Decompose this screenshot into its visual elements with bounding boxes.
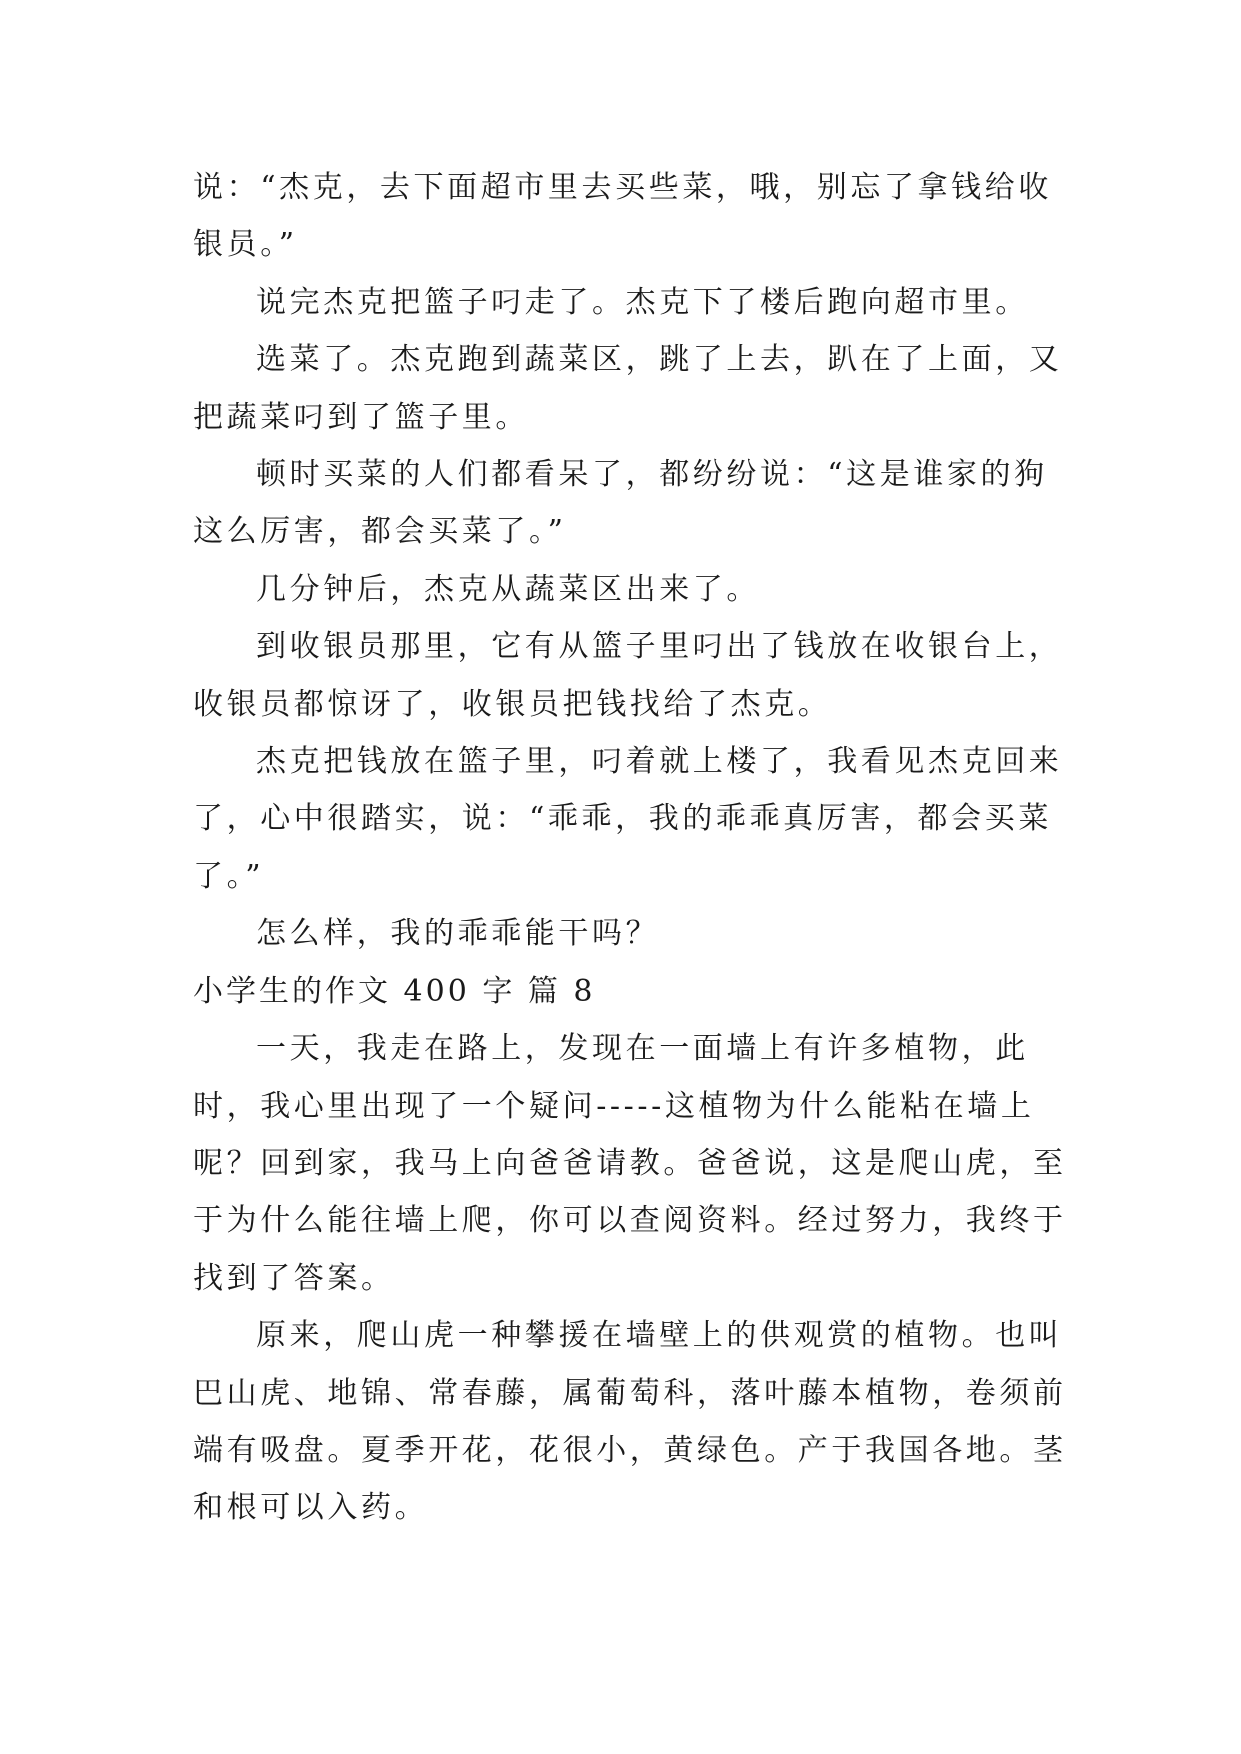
section-heading: 小学生的作文 400 字 篇 8 xyxy=(193,973,596,1009)
paragraph-7: 杰克把钱放在篮子里，叼着就上楼了，我看见杰克回来了，心中很踏实，说：“乖乖，我的乖乖真厉害，都会买菜了。” xyxy=(193,744,1063,894)
paragraph-2: 说完杰克把篮子叼走了。杰克下了楼后跑向超市里。 xyxy=(256,284,1029,320)
document-body xyxy=(193,159,1073,1537)
paragraph-8: 怎么样，我的乖乖能干吗？ xyxy=(256,916,660,952)
paragraph-9: 一天，我走在路上，发现在一面墙上有许多植物，此时，我心里出现了一个疑问-----这植物为什么能粘在墙上呢？回到家，我马上向爸爸请教。爸爸说，这是爬山虎，至于为什么能往墙上爬，你可以查阅资料。经过努力，我终于找到了答案。 xyxy=(193,1031,1067,1296)
paragraph-4: 顿时买菜的人们都看呆了，都纷纷说：“这是谁家的狗这么厉害，都会买菜了。” xyxy=(193,457,1048,550)
paragraph-10: 原来，爬山虎一种攀援在墙壁上的供观赏的植物。也叫巴山虎、地锦、常春藤，属葡萄科，落叶藤本植物，卷须前端有吸盘。夏季开花，花很小，黄绿色。产于我国各地。茎和根可以入药。 xyxy=(193,1318,1067,1526)
paragraph-1: 说：“杰克，去下面超市里去买些菜，哦，别忘了拿钱给收银员。” xyxy=(193,170,1052,263)
paragraph-5: 几分钟后，杰克从蔬菜区出来了。 xyxy=(256,571,760,607)
paragraph-6: 到收银员那里，它有从篮子里叼出了钱放在收银台上，收银员都惊讶了，收银员把钱找给了杰克。 xyxy=(193,629,1063,722)
paragraph-3: 选菜了。杰克跑到蔬菜区，跳了上去，趴在了上面，又把蔬菜叼到了篮子里。 xyxy=(193,342,1063,435)
